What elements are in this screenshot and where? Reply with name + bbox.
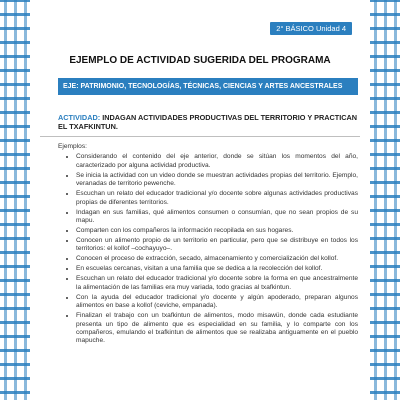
list-item: • En escuelas cercanas, visitan a una familia que se dedica a la recolección del kollof. — [76, 265, 358, 273]
examples-list — [58, 153, 358, 345]
decorative-border-left — [0, 0, 30, 400]
grade-unit-badge: 2° BÁSICO Unidad 4 — [270, 22, 352, 35]
list-item: • Escuchan un relato del educador tradicional y/o docente sobre la forma en que ancestralmente la alimentación de las familias era muy variada, todo gracias al txafkintun. — [76, 275, 358, 292]
activity-label: ACTIVIDAD: — [58, 113, 101, 122]
activity-text: INDAGAN ACTIVIDADES PRODUCTIVAS DEL TERRITORIO Y PRACTICAN EL TXAFKINTUN. — [58, 113, 358, 131]
list-item: • Escuchan un relato del educador tradicional y/o docente sobre algunas actividades productivas propias de diferentes territorios. — [76, 190, 358, 207]
list-item: • Conocen un alimento propio de un territorio en particular, pero que se distribuye en todos los territorios: el kollof –cochayuyo–. — [76, 237, 358, 254]
examples-heading: Ejemplos: — [58, 143, 87, 150]
list-item: • Con la ayuda del educador tradicional y/o docente y algún apoderado, preparan algunos alimentos en base a kollof (ceviche, empanada). — [76, 294, 358, 311]
list-item: • Comparten con los compañeros la información recopilada en sus hogares. — [76, 227, 358, 235]
list-item: • Se inicia la actividad con un video donde se muestran actividades propias del territorio. Ejemplo, veranadas de territorio pewenche. — [76, 172, 358, 189]
axis-banner: EJE: PATRIMONIO, TECNOLOGÍAS, TÉCNICAS, CIENCIAS Y ARTES ANCESTRALES — [58, 78, 358, 95]
activity-heading — [58, 113, 358, 131]
divider — [40, 136, 360, 137]
examples-section — [58, 143, 358, 347]
page-title: EJEMPLO DE ACTIVIDAD SUGERIDA DEL PROGRAMA — [69, 55, 331, 66]
list-item: • Finalizan el trabajo con un txafkintun de alimentos, modo misawün, donde cada estudiante presenta un tipo de alimento que es especialidad en su familia, y lo comparte con los compañeros, emulando el txafkintun de alimentos que se realizaba antiguamente en el pueblo mapuche. — [76, 312, 358, 346]
decorative-border-right — [370, 0, 400, 400]
list-item: • Considerando el contenido del eje anterior, donde se sitúan los momentos del año, caracterizado por alguna actividad productiva. — [76, 153, 358, 170]
list-item: • Conocen el proceso de extracción, secado, almacenamiento y comercialización del kollof. — [76, 255, 358, 263]
list-item: • Indagan en sus familias, qué alimentos consumen o consumían, que no sean propios de su mapu. — [76, 209, 358, 226]
